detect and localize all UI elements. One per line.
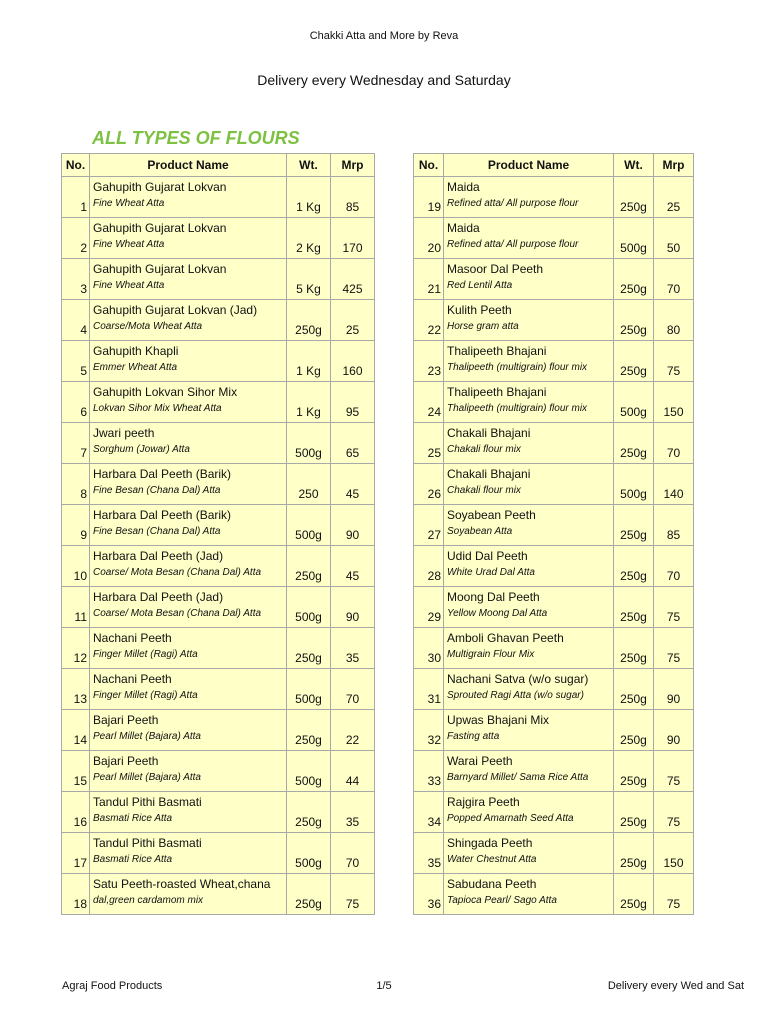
product-weight: 500g — [287, 751, 331, 792]
product-cell — [444, 464, 614, 505]
product-description: Fine Besan (Chana Dal) Atta — [93, 526, 221, 537]
product-description: Emmer Wheat Atta — [93, 362, 178, 373]
row-number: 16 — [62, 792, 90, 833]
product-mrp: 75 — [654, 792, 694, 833]
product-cell — [90, 300, 287, 341]
product-weight: 500g — [614, 218, 654, 259]
product-cell — [90, 505, 287, 546]
product-weight: 250g — [614, 341, 654, 382]
product-name: Shingada Peeth — [447, 836, 533, 850]
product-description: Chakali flour mix — [447, 485, 521, 496]
product-weight: 1 Kg — [287, 177, 331, 218]
product-cell — [444, 300, 614, 341]
table-row — [62, 874, 375, 915]
table-row — [414, 669, 694, 710]
product-cell — [444, 833, 614, 874]
product-description: White Urad Dal Atta — [447, 567, 535, 578]
product-name: Nachani Peeth — [93, 631, 172, 645]
section-title: ALL TYPES OF FLOURS — [92, 128, 300, 148]
row-number: 10 — [62, 546, 90, 587]
product-name: Thalipeeth Bhajani — [447, 344, 547, 358]
product-mrp: 25 — [331, 300, 375, 341]
product-description: Multigrain Flour Mix — [447, 649, 535, 660]
product-name: Sabudana Peeth — [447, 877, 537, 891]
table-row — [414, 218, 694, 259]
table-row — [414, 751, 694, 792]
product-weight: 250g — [287, 546, 331, 587]
product-name: Maida — [447, 221, 480, 235]
product-name: Soyabean Peeth — [447, 508, 536, 522]
product-description: Pearl Millet (Bajara) Atta — [93, 772, 201, 783]
product-mrp: 75 — [331, 874, 375, 915]
product-cell — [444, 792, 614, 833]
row-number: 18 — [62, 874, 90, 915]
product-mrp: 90 — [654, 710, 694, 751]
product-description: Lokvan Sihor Mix Wheat Atta — [93, 403, 222, 414]
col-header-product-name: Product Name — [444, 154, 614, 177]
table-row — [414, 587, 694, 628]
table-row — [414, 628, 694, 669]
product-description: Finger Millet (Ragi) Atta — [93, 649, 198, 660]
product-mrp: 150 — [654, 833, 694, 874]
product-name: Gahupith Gujarat Lokvan — [93, 180, 227, 194]
product-description: Fine Besan (Chana Dal) Atta — [93, 485, 221, 496]
row-number: 5 — [62, 341, 90, 382]
row-number: 4 — [62, 300, 90, 341]
col-header-no: No. — [414, 154, 444, 177]
product-weight: 250g — [614, 710, 654, 751]
footer-delivery-note: Delivery every Wed and Sat — [607, 980, 744, 992]
product-name: Gahupith Gujarat Lokvan — [93, 221, 227, 235]
product-description: Coarse/ Mota Besan (Chana Dal) Atta — [93, 567, 262, 578]
table-row — [62, 300, 375, 341]
product-cell — [444, 587, 614, 628]
product-mrp: 80 — [654, 300, 694, 341]
col-header-weight: Wt. — [614, 154, 654, 177]
product-name: Bajari Peeth — [93, 754, 159, 768]
product-name: Kulith Peeth — [447, 303, 512, 317]
product-name: Thalipeeth Bhajani — [447, 385, 547, 399]
product-weight: 250g — [614, 587, 654, 628]
product-mrp: 50 — [654, 218, 694, 259]
product-weight: 500g — [287, 833, 331, 874]
product-cell — [90, 669, 287, 710]
product-mrp: 35 — [331, 628, 375, 669]
row-number: 27 — [414, 505, 444, 546]
product-cell — [444, 874, 614, 915]
col-header-no: No. — [62, 154, 90, 177]
product-cell — [444, 341, 614, 382]
product-cell — [90, 792, 287, 833]
product-cell — [444, 751, 614, 792]
product-table-left — [61, 153, 375, 915]
product-description: Basmati Rice Atta — [93, 813, 173, 824]
product-description: Red Lentil Atta — [447, 280, 513, 291]
product-mrp: 25 — [654, 177, 694, 218]
row-number: 17 — [62, 833, 90, 874]
row-number: 33 — [414, 751, 444, 792]
product-weight: 250g — [614, 300, 654, 341]
product-mrp: 170 — [331, 218, 375, 259]
row-number: 11 — [62, 587, 90, 628]
product-weight: 250g — [614, 259, 654, 300]
table-row — [62, 259, 375, 300]
row-number: 3 — [62, 259, 90, 300]
row-number: 20 — [414, 218, 444, 259]
table-row — [62, 218, 375, 259]
product-weight: 250g — [614, 833, 654, 874]
row-number: 35 — [414, 833, 444, 874]
product-mrp: 85 — [331, 177, 375, 218]
product-table-right — [413, 153, 694, 915]
product-mrp: 160 — [331, 341, 375, 382]
product-mrp: 95 — [331, 382, 375, 423]
product-weight: 500g — [287, 669, 331, 710]
col-header-mrp: Mrp — [331, 154, 375, 177]
product-description: Refined atta/ All purpose flour — [447, 239, 579, 250]
product-mrp: 75 — [654, 341, 694, 382]
product-name: Harbara Dal Peeth (Barik) — [93, 467, 232, 481]
table-row — [62, 751, 375, 792]
product-cell — [444, 710, 614, 751]
product-mrp: 70 — [331, 833, 375, 874]
product-description: Horse gram atta — [447, 321, 519, 332]
product-weight: 250g — [614, 751, 654, 792]
product-description: Popped Amarnath Seed Atta — [447, 813, 574, 824]
product-description: Coarse/ Mota Besan (Chana Dal) Atta — [93, 608, 262, 619]
product-description: Fine Wheat Atta — [93, 280, 165, 291]
row-number: 26 — [414, 464, 444, 505]
product-mrp: 70 — [331, 669, 375, 710]
table-row — [62, 628, 375, 669]
product-cell — [90, 546, 287, 587]
footer-company: Agraj Food Products — [62, 980, 163, 992]
product-weight: 250g — [287, 710, 331, 751]
table-row — [414, 382, 694, 423]
row-number: 24 — [414, 382, 444, 423]
table-header-row — [62, 154, 375, 177]
product-mrp: 150 — [654, 382, 694, 423]
product-name: Harbara Dal Peeth (Jad) — [93, 590, 224, 604]
product-description: Barnyard Millet/ Sama Rice Atta — [447, 772, 589, 783]
product-description: Fine Wheat Atta — [93, 239, 165, 250]
product-name: Maida — [447, 180, 480, 194]
product-cell — [444, 546, 614, 587]
table-row — [414, 259, 694, 300]
row-number: 34 — [414, 792, 444, 833]
table-row — [62, 546, 375, 587]
product-mrp: 425 — [331, 259, 375, 300]
product-name: Jwari peeth — [93, 426, 155, 440]
product-weight: 250g — [287, 792, 331, 833]
table-row — [62, 423, 375, 464]
table-row — [62, 792, 375, 833]
row-number: 31 — [414, 669, 444, 710]
row-number: 12 — [62, 628, 90, 669]
product-cell — [90, 628, 287, 669]
row-number: 15 — [62, 751, 90, 792]
product-cell — [444, 669, 614, 710]
product-cell — [90, 710, 287, 751]
product-cell — [90, 382, 287, 423]
product-weight: 500g — [614, 464, 654, 505]
product-weight: 250g — [614, 177, 654, 218]
product-weight: 1 Kg — [287, 382, 331, 423]
product-mrp: 90 — [331, 505, 375, 546]
product-weight: 250g — [614, 792, 654, 833]
table-row — [414, 464, 694, 505]
product-mrp: 75 — [654, 874, 694, 915]
table-row — [414, 300, 694, 341]
row-number: 2 — [62, 218, 90, 259]
row-number: 29 — [414, 587, 444, 628]
product-name: Gahupith Gujarat Lokvan — [93, 262, 227, 276]
product-name: Harbara Dal Peeth (Barik) — [93, 508, 232, 522]
row-number: 19 — [414, 177, 444, 218]
product-description: Sorghum (Jowar) Atta — [93, 444, 190, 455]
product-mrp: 75 — [654, 628, 694, 669]
product-mrp: 85 — [654, 505, 694, 546]
product-cell — [90, 464, 287, 505]
row-number: 7 — [62, 423, 90, 464]
table-row — [62, 177, 375, 218]
table-row — [414, 792, 694, 833]
row-number: 13 — [62, 669, 90, 710]
product-weight: 250g — [614, 874, 654, 915]
table-row — [414, 341, 694, 382]
table-row — [414, 177, 694, 218]
product-cell — [90, 833, 287, 874]
product-mrp: 45 — [331, 546, 375, 587]
product-cell — [444, 259, 614, 300]
product-description: Refined atta/ All purpose flour — [447, 198, 579, 209]
product-name: Gahupith Lokvan Sihor Mix — [93, 385, 238, 399]
product-name: Moong Dal Peeth — [447, 590, 540, 604]
product-mrp: 70 — [654, 546, 694, 587]
product-name: Rajgira Peeth — [447, 795, 520, 809]
row-number: 28 — [414, 546, 444, 587]
product-name: Gahupith Gujarat Lokvan (Jad) — [93, 303, 258, 317]
product-cell — [90, 874, 287, 915]
row-number: 1 — [62, 177, 90, 218]
product-name: Udid Dal Peeth — [447, 549, 528, 563]
row-number: 25 — [414, 423, 444, 464]
product-cell — [90, 423, 287, 464]
row-number: 23 — [414, 341, 444, 382]
table-row — [414, 874, 694, 915]
row-number: 21 — [414, 259, 444, 300]
product-weight: 2 Kg — [287, 218, 331, 259]
product-mrp: 22 — [331, 710, 375, 751]
product-weight: 250g — [287, 300, 331, 341]
product-weight: 5 Kg — [287, 259, 331, 300]
product-name: Harbara Dal Peeth (Jad) — [93, 549, 224, 563]
product-table-right-body — [414, 177, 694, 915]
product-mrp: 44 — [331, 751, 375, 792]
table-row — [414, 833, 694, 874]
product-mrp: 70 — [654, 423, 694, 464]
product-description: Chakali flour mix — [447, 444, 521, 455]
product-description: Basmati Rice Atta — [93, 854, 173, 865]
product-name: Gahupith Khapli — [93, 344, 179, 358]
product-name: Amboli Ghavan Peeth — [447, 631, 564, 645]
row-number: 22 — [414, 300, 444, 341]
product-cell — [90, 751, 287, 792]
product-weight: 500g — [614, 382, 654, 423]
row-number: 30 — [414, 628, 444, 669]
product-weight: 250g — [614, 505, 654, 546]
product-cell — [444, 218, 614, 259]
product-name: Satu Peeth-roasted Wheat,chana — [93, 877, 271, 891]
product-name: Tandul Pithi Basmati — [93, 795, 202, 809]
product-cell — [90, 259, 287, 300]
row-number: 9 — [62, 505, 90, 546]
row-number: 36 — [414, 874, 444, 915]
product-mrp: 90 — [331, 587, 375, 628]
row-number: 8 — [62, 464, 90, 505]
product-mrp: 140 — [654, 464, 694, 505]
product-mrp: 65 — [331, 423, 375, 464]
row-number: 6 — [62, 382, 90, 423]
product-cell — [90, 218, 287, 259]
product-weight: 250g — [614, 546, 654, 587]
product-description: Yellow Moong Dal Atta — [447, 608, 548, 619]
product-description: dal,green cardamom mix — [93, 895, 204, 906]
product-description: Tapioca Pearl/ Sago Atta — [447, 895, 557, 906]
table-row — [414, 546, 694, 587]
product-weight: 500g — [287, 423, 331, 464]
table-row — [62, 587, 375, 628]
product-weight: 250g — [614, 628, 654, 669]
footer-page-number: 1/5 — [376, 980, 392, 992]
row-number: 14 — [62, 710, 90, 751]
table-row — [62, 669, 375, 710]
product-name: Warai Peeth — [447, 754, 513, 768]
product-cell — [444, 382, 614, 423]
product-description: Thalipeeth (multigrain) flour mix — [447, 362, 588, 373]
product-name: Chakali Bhajani — [447, 467, 531, 481]
product-weight: 1 Kg — [287, 341, 331, 382]
product-table-left-body — [62, 177, 375, 915]
product-description: Soyabean Atta — [447, 526, 513, 537]
product-mrp: 45 — [331, 464, 375, 505]
row-number: 32 — [414, 710, 444, 751]
product-weight: 500g — [287, 505, 331, 546]
product-mrp: 70 — [654, 259, 694, 300]
table-row — [62, 505, 375, 546]
product-mrp: 90 — [654, 669, 694, 710]
table-row — [62, 382, 375, 423]
product-description: Fine Wheat Atta — [93, 198, 165, 209]
col-header-weight: Wt. — [287, 154, 331, 177]
product-cell — [444, 177, 614, 218]
product-weight: 500g — [287, 587, 331, 628]
product-description: Finger Millet (Ragi) Atta — [93, 690, 198, 701]
table-row — [414, 710, 694, 751]
product-cell — [90, 587, 287, 628]
product-weight: 250g — [287, 874, 331, 915]
product-mrp: 75 — [654, 587, 694, 628]
product-name: Nachani Satva (w/o sugar) — [447, 672, 589, 686]
table-row — [414, 423, 694, 464]
product-name: Nachani Peeth — [93, 672, 172, 686]
product-description: Coarse/Mota Wheat Atta — [93, 321, 203, 332]
document-header-title: Chakki Atta and More by Reva — [309, 30, 459, 42]
product-weight: 250g — [614, 669, 654, 710]
table-row — [414, 505, 694, 546]
product-cell — [444, 628, 614, 669]
product-cell — [90, 177, 287, 218]
product-name: Tandul Pithi Basmati — [93, 836, 202, 850]
product-mrp: 35 — [331, 792, 375, 833]
product-description: Pearl Millet (Bajara) Atta — [93, 731, 201, 742]
delivery-subtitle: Delivery every Wednesday and Saturday — [257, 72, 511, 88]
product-description: Thalipeeth (multigrain) flour mix — [447, 403, 588, 414]
product-cell — [90, 341, 287, 382]
product-weight: 250g — [287, 628, 331, 669]
product-cell — [444, 505, 614, 546]
table-header-row — [414, 154, 694, 177]
product-name: Masoor Dal Peeth — [447, 262, 544, 276]
table-row — [62, 710, 375, 751]
product-weight: 250 — [287, 464, 331, 505]
product-name: Bajari Peeth — [93, 713, 159, 727]
table-row — [62, 833, 375, 874]
product-description: Water Chestnut Atta — [447, 854, 537, 865]
table-row — [62, 341, 375, 382]
table-row — [62, 464, 375, 505]
product-description: Sprouted Ragi Atta (w/o sugar) — [447, 690, 584, 701]
col-header-product-name: Product Name — [90, 154, 287, 177]
col-header-mrp: Mrp — [654, 154, 694, 177]
product-weight: 250g — [614, 423, 654, 464]
product-name: Upwas Bhajani Mix — [447, 713, 550, 727]
product-mrp: 75 — [654, 751, 694, 792]
product-description: Fasting atta — [447, 731, 500, 742]
product-cell — [444, 423, 614, 464]
product-name: Chakali Bhajani — [447, 426, 531, 440]
